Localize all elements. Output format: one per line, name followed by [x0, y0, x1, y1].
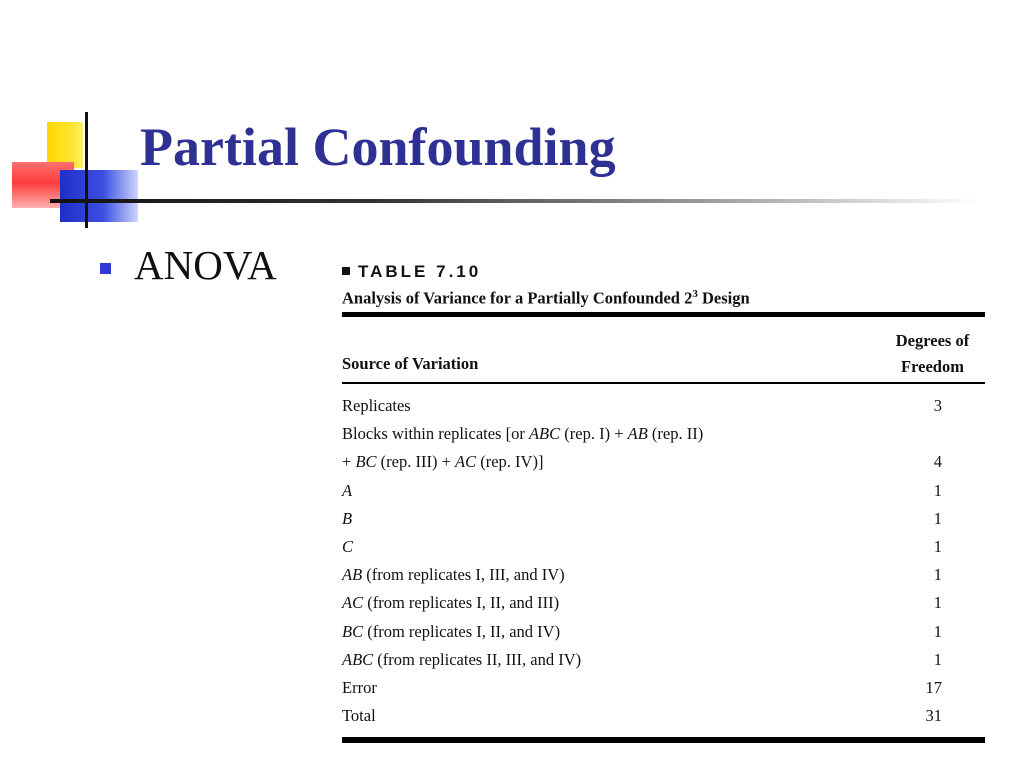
table-row — [342, 702, 985, 730]
table-header-rule — [342, 382, 985, 384]
row-source: C — [342, 536, 354, 556]
table-label-square-icon — [342, 267, 350, 275]
column-header-df — [880, 328, 985, 380]
row-df: 1 — [933, 621, 942, 641]
row-source: Error — [342, 677, 377, 697]
table-row — [342, 561, 985, 589]
row-df: 1 — [933, 649, 942, 669]
table-label-text: TABLE 7.10 — [358, 262, 482, 281]
column-header-df-line1: Degrees of — [895, 331, 970, 350]
row-df: 1 — [933, 536, 942, 556]
slide-title: Partial Confounding — [140, 117, 616, 177]
caption-exponent: 3 — [692, 288, 698, 300]
row-source: + BC (rep. III) + AC (rep. IV)] — [342, 452, 544, 472]
table-row — [342, 477, 985, 505]
bullet-text: ANOVA — [134, 242, 277, 288]
table-row — [342, 505, 985, 533]
row-df: 3 — [933, 396, 942, 415]
row-df: 1 — [933, 593, 942, 613]
row-source: AC (from replicates I, II, and III) — [342, 593, 560, 613]
table-body — [342, 392, 985, 730]
table-row — [342, 533, 985, 561]
table-row — [342, 618, 985, 646]
logo-blue-square — [60, 170, 138, 222]
table-top-rule — [342, 312, 985, 317]
row-source: A — [342, 480, 353, 500]
caption-main: Analysis of Variance for a Partially Confounded 2 — [342, 288, 693, 308]
row-source: ABC (from replicates II, III, and IV) — [342, 649, 582, 669]
column-header-df-line2: Freedom — [901, 357, 964, 376]
table-row — [342, 646, 985, 674]
table-row — [342, 392, 985, 420]
table-row — [342, 420, 985, 448]
table-bottom-rule — [342, 737, 985, 743]
table-caption — [342, 288, 750, 309]
caption-end: Design — [697, 288, 750, 308]
title-underline — [50, 199, 980, 203]
row-df: 1 — [933, 480, 942, 500]
row-df: 4 — [933, 452, 942, 472]
row-source: Replicates — [342, 396, 411, 415]
row-source: Blocks within replicates [or ABC (rep. I) + AB (rep. II) — [342, 424, 704, 444]
row-df: 17 — [925, 677, 942, 697]
table-row — [342, 674, 985, 702]
row-df: 1 — [933, 565, 942, 585]
column-header-source: Source of Variation — [342, 354, 479, 373]
row-df: 31 — [925, 706, 942, 726]
row-df: 1 — [933, 508, 942, 528]
table-row — [342, 448, 985, 476]
row-source: AB (from replicates I, III, and IV) — [342, 565, 565, 585]
row-source: B — [342, 508, 353, 528]
table-row — [342, 589, 985, 617]
row-source: BC (from replicates I, II, and IV) — [342, 621, 561, 641]
logo-vertical-line — [85, 112, 88, 228]
table-label — [342, 262, 481, 282]
row-source: Total — [342, 706, 376, 726]
bullet-square-icon — [100, 263, 111, 274]
